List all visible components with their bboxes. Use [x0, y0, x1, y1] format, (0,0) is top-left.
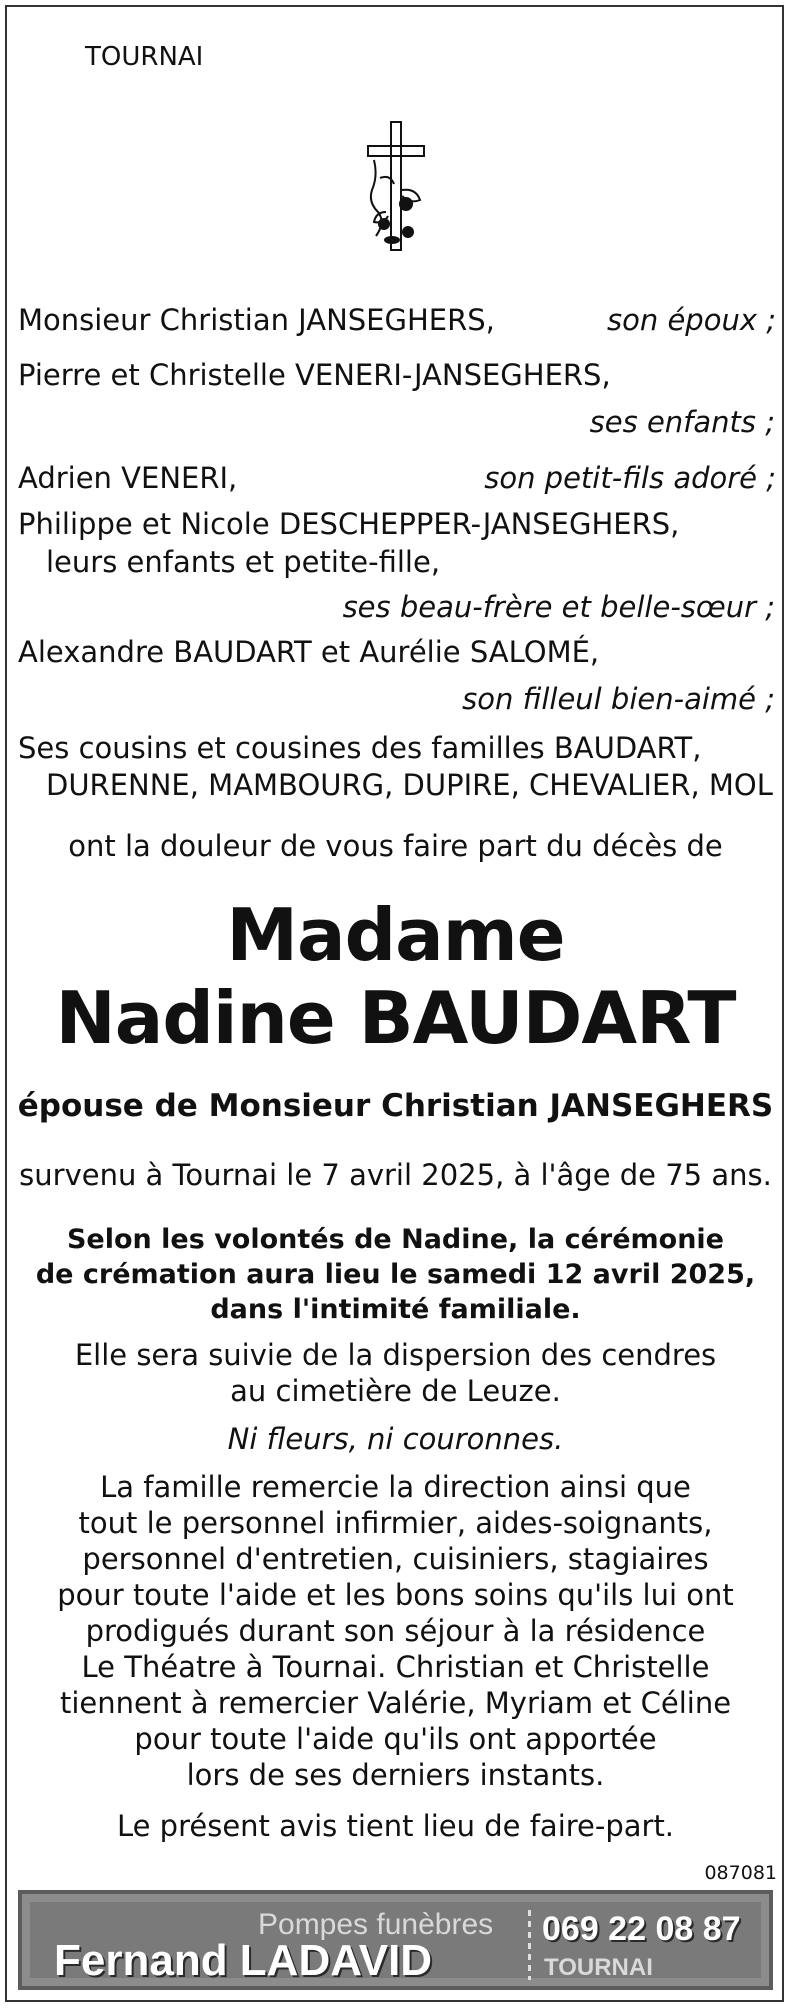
closing-note: Le présent avis tient lieu de faire-part. — [116, 1809, 675, 1843]
thanks-line: tiennent à remercier Valérie, Myriam et Céline — [59, 1686, 732, 1720]
family-name: Alexandre BAUDART et Aurélie SALOMÉ, — [18, 635, 600, 669]
deceased-title: Madame — [226, 893, 565, 977]
reference-number: 087081 — [704, 1862, 777, 1884]
thanks-line: pour toute l'aide qu'ils ont apportée — [134, 1722, 657, 1756]
family-cousins-line: DURENNE, MAMBOURG, DUPIRE, CHEVALIER, MOL — [46, 768, 773, 802]
thanks-line: tout le personnel infirmier, aides-soignants, — [78, 1506, 713, 1540]
dispersion-line: Elle sera suivie de la dispersion des cendres — [74, 1338, 717, 1372]
announcement: ont la douleur de vous faire part du décès de — [68, 829, 723, 863]
thanks-line: lors de ses derniers instants. — [186, 1758, 605, 1792]
thanks-line: personnel d'entretien, cuisiniers, stagiaires — [82, 1542, 709, 1576]
family-name: Philippe et Nicole DESCHEPPER-JANSEGHERS, — [18, 507, 680, 541]
family-name: Monsieur Christian JANSEGHERS, — [18, 303, 495, 337]
family-name: Pierre et Christelle VENERI-JANSEGHERS, — [18, 358, 611, 392]
banner-phone: 069 22 08 87 — [542, 1910, 741, 1948]
thanks-line: prodigués durant son séjour à la résidence — [85, 1614, 706, 1648]
ceremony-line: de crémation aura lieu le samedi 12 avril 2025, — [35, 1259, 756, 1290]
thanks-line: Le Théatre à Tournai. Christian et Christelle — [81, 1650, 710, 1684]
dispersion-line: au cimetière de Leuze. — [230, 1374, 561, 1408]
thanks-line: pour toute l'aide et les bons soins qu'ils lui ont — [57, 1578, 734, 1612]
family-relation: ses beau-frère et belle-sœur ; — [342, 590, 775, 624]
header-city: TOURNAI — [85, 42, 204, 72]
banner-city: TOURNAI — [544, 1954, 653, 1981]
death-details: survenu à Tournai le 7 avril 2025, à l'âge de 75 ans. — [19, 1158, 772, 1192]
banner-pompes-funebres: Pompes funèbres — [258, 1908, 494, 1941]
family-subline: leurs enfants et petite-fille, — [46, 545, 441, 579]
no-flowers-note: Ni fleurs, ni couronnes. — [227, 1422, 564, 1456]
banner-inner — [30, 1902, 761, 1985]
cross-with-rose-icon — [362, 120, 430, 252]
funeral-home-banner — [18, 1890, 773, 1990]
family-relation: ses enfants ; — [589, 405, 775, 439]
deceased-name: Nadine BAUDART — [55, 976, 736, 1060]
family-relation: son petit-fils adoré ; — [484, 461, 776, 495]
banner-divider — [528, 1910, 531, 1980]
family-name: Adrien VENERI, — [18, 461, 238, 495]
ceremony-line: dans l'intimité familiale. — [210, 1294, 581, 1325]
family-relation: son filleul bien-aimé ; — [462, 682, 775, 716]
thanks-line: La famille remercie la direction ainsi que — [100, 1470, 691, 1504]
banner-company-name: Fernand LADAVID — [54, 1936, 433, 1985]
deceased-spouse: épouse de Monsieur Christian JANSEGHERS — [17, 1088, 774, 1124]
ceremony-line: Selon les volontés de Nadine, la cérémonie — [66, 1224, 724, 1255]
family-relation: son époux ; — [607, 303, 776, 337]
family-cousins-line: Ses cousins et cousines des familles BAUDART, — [18, 731, 702, 765]
